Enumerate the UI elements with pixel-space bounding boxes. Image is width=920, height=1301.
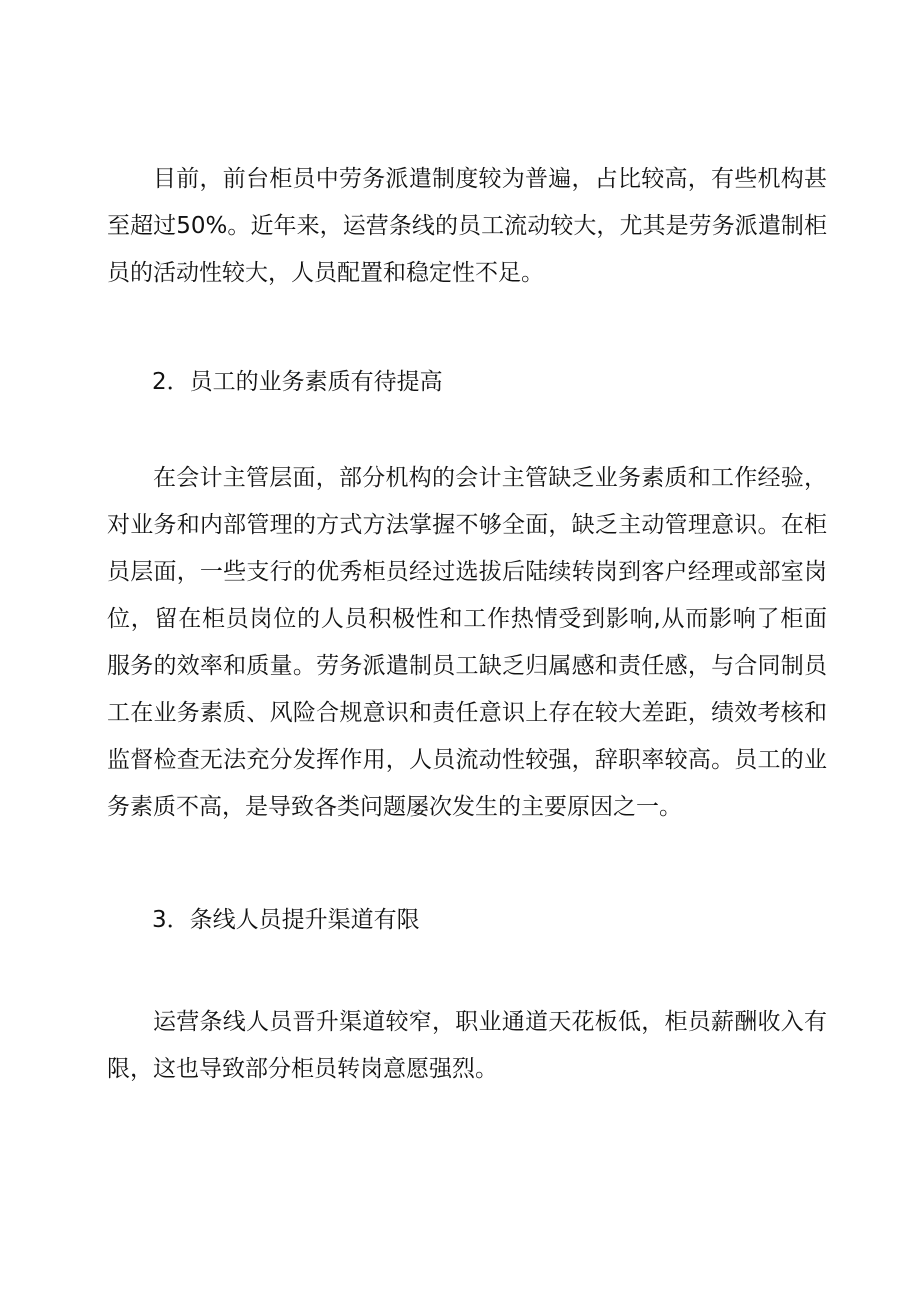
paragraph-line: 目前，前台柜员中劳务派遣制度较为普遍，占比较高，有些机构甚	[153, 166, 827, 192]
paragraph-line: 员层面，一些支行的优秀柜员经过选拔后陆续转岗到客户经理或部室岗	[107, 559, 827, 585]
paragraph-line: 在会计主管层面，部分机构的会计主管缺乏业务素质和工作经验，	[153, 465, 827, 491]
paragraph-staffing-stability	[107, 156, 827, 297]
paragraph-line: 至超过50%。近年来，运营条线的员工流动较大，尤其是劳务派遣制柜	[107, 213, 827, 239]
paragraph-line: 运营条线人员晋升渠道较窄，职业通道天花板低，柜员薪酬收入有	[153, 1009, 827, 1035]
paragraph-line: 服务的效率和质量。劳务派遣制员工缺乏归属感和责任感，与合同制员	[107, 653, 827, 679]
paragraph-line: 工在业务素质、风险合规意识和责任意识上存在较大差距，绩效考核和	[107, 700, 827, 726]
section-heading-3: 3．条线人员提升渠道有限	[152, 907, 420, 933]
paragraph-line: 员的活动性较大，人员配置和稳定性不足。	[107, 260, 544, 286]
paragraph-line: 位，留在柜员岗位的人员积极性和工作热情受到影响,从而影响了柜面	[107, 606, 827, 632]
paragraph-line: 对业务和内部管理的方式方法掌握不够全面，缺乏主动管理意识。在柜	[107, 512, 827, 538]
paragraph-staff-quality	[107, 455, 827, 831]
paragraph-line: 限，这也导致部分柜员转岗意愿强烈。	[107, 1056, 498, 1082]
paragraph-line: 监督检查无法充分发挥作用，人员流动性较强，辞职率较高。员工的业	[107, 747, 827, 773]
paragraph-promotion-channels	[107, 999, 827, 1093]
paragraph-line: 务素质不高，是导致各类问题屡次发生的主要原因之一。	[107, 794, 682, 820]
section-heading-2: 2．员工的业务素质有待提高	[152, 369, 443, 395]
